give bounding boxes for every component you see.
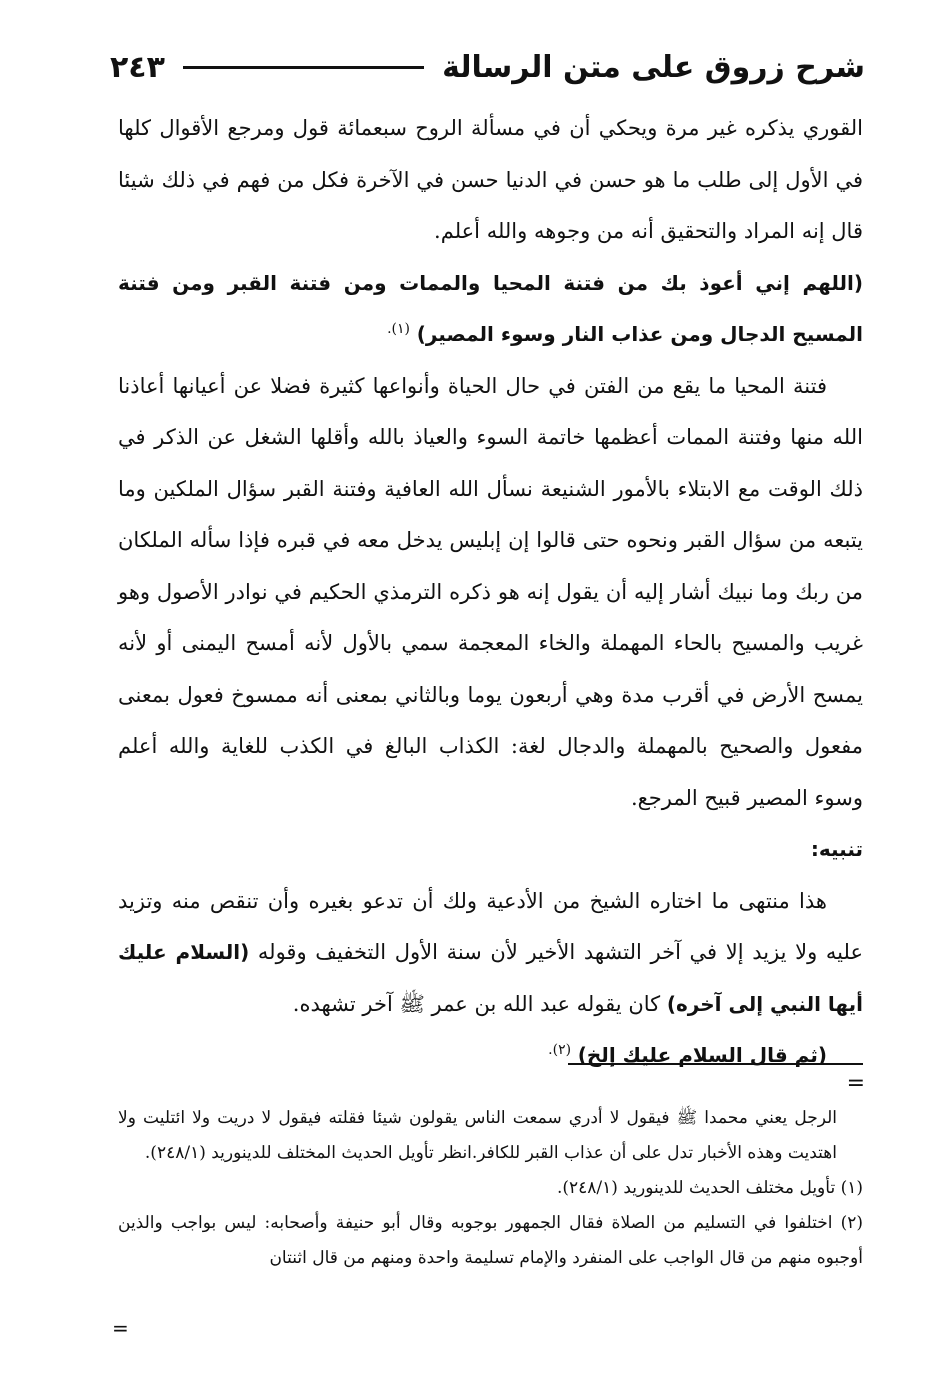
hadith-quote-1 <box>118 258 863 361</box>
footnote-divider <box>568 1063 863 1065</box>
footnote-ref-1: (١). <box>387 321 410 337</box>
main-text <box>118 103 863 1082</box>
page-number: ٢٤٣ <box>110 49 165 85</box>
hadith-quote-2 <box>118 1030 863 1082</box>
footnote-continuation-mark: = <box>846 1071 865 1096</box>
paragraph-2: فتنة المحيا ما يقع من الفتن في حال الحياة وأنواعها كثيرة فضلا عن أعيانها أعاذنا الله منها وفتنة الممات أعظمها خاتمة السوء والعياذ بالله وأقلها الشغل عن الذكر في ذلك الوقت مع الابتلاء بالأمور الشنيعة نسأل الله العافية وفتنة القبر سؤال الملكين وما يتبعه من سؤال القبر ونحوه حتى قالوا إن إبليس يدخل معه في قبره فإذا سأله الملكان من ربك وما نبيك أشار إليه أن يقول إنه هو ذكره الترمذي الحكيم في نوادر الأصول وهو غريب والمسيح بالحاء المهملة والخاء المعجمة سمي بالأول لأنه أمسح اليمنى أو لأنه يمسح الأرض في أقرب مدة وهي أربعون يوما وبالثاني بمعنى أنه ممسوخ فعول بمعنى مفعول والصحيح بالمهملة والدجال لغة: الكذاب البالغ في الكذب للغاية والله أعلم وسوء المصير قبيح المرجع. <box>118 373 863 810</box>
footnotes <box>118 1101 863 1276</box>
running-title: شرح زروق على متن الرسالة <box>442 49 865 85</box>
section-heading <box>118 824 863 876</box>
footnote-2: (٢) اختلفوا في التسليم من الصلاة فقال الجمهور بوجوبه وقال أبو حنيفة وأصحابه: ليس بواجب والذين أوجبوه منهم من قال الواجب على المنفرد والإمام تسليمة واحدة ومنهم من قال اثنتان <box>118 1213 863 1268</box>
footnote-1: (١) تأويل مختلف الحديث للدينوريد (٢٤٨/١). <box>556 1178 863 1198</box>
footnote-ref-2: (٢). <box>548 1042 572 1058</box>
paragraph-3-quote: (السلام عليك أيها النبي إلى آخره) <box>118 940 863 1016</box>
footnote-continued: الرجل يعني محمدا ﷺ فيقول لا أدري سمعت الناس يقولون شيئا فقلته فيقول لا دريت ولا ائتليت ولا اهتديت وهذه الأخبار تدل على أن عذاب القبر للكافر.انظر تأويل الحديث المختلف للدينوريد (٢٤٨/١). <box>118 1108 837 1163</box>
page-header <box>110 42 865 92</box>
footnote-continues-mark: = <box>112 1316 129 1340</box>
paragraph-3-end: كان يقوله عبد الله بن عمر ﷺ آخر تشهده. <box>292 991 661 1016</box>
paragraph-3-start: هذا منتهى ما اختاره الشيخ من الأدعية ولك أن تدعو بغيره وأن تنقص منه وتزيد عليه ولا يزيد إلا في آخر التشهد الأخير لأن سنة الأول التخفيف وقوله <box>118 888 863 964</box>
hadith-text-2: (ثم قال السلام عليك إلخ) <box>577 1043 827 1067</box>
heading-text: تنبيه: <box>810 837 863 861</box>
header-rule <box>183 66 424 69</box>
hadith-text: (اللهم إني أعوذ بك من فتنة المحيا والممات ومن فتنة القبر ومن فتنة المسيح الدجال ومن عذاب النار وسوء المصير) <box>118 270 863 346</box>
paragraph-1: القوري يذكره غير مرة ويحكي أن في مسألة الروح سبعمائة قول ومرجع الأقوال كلها في الأول إلى طلب ما هو حسن في الدنيا حسن في الآخرة فكل من فهم في ذلك شيئا قال إنه المراد والتحقيق أنه من وجوهه والله أعلم. <box>118 116 863 243</box>
paragraph-3 <box>118 876 863 1031</box>
